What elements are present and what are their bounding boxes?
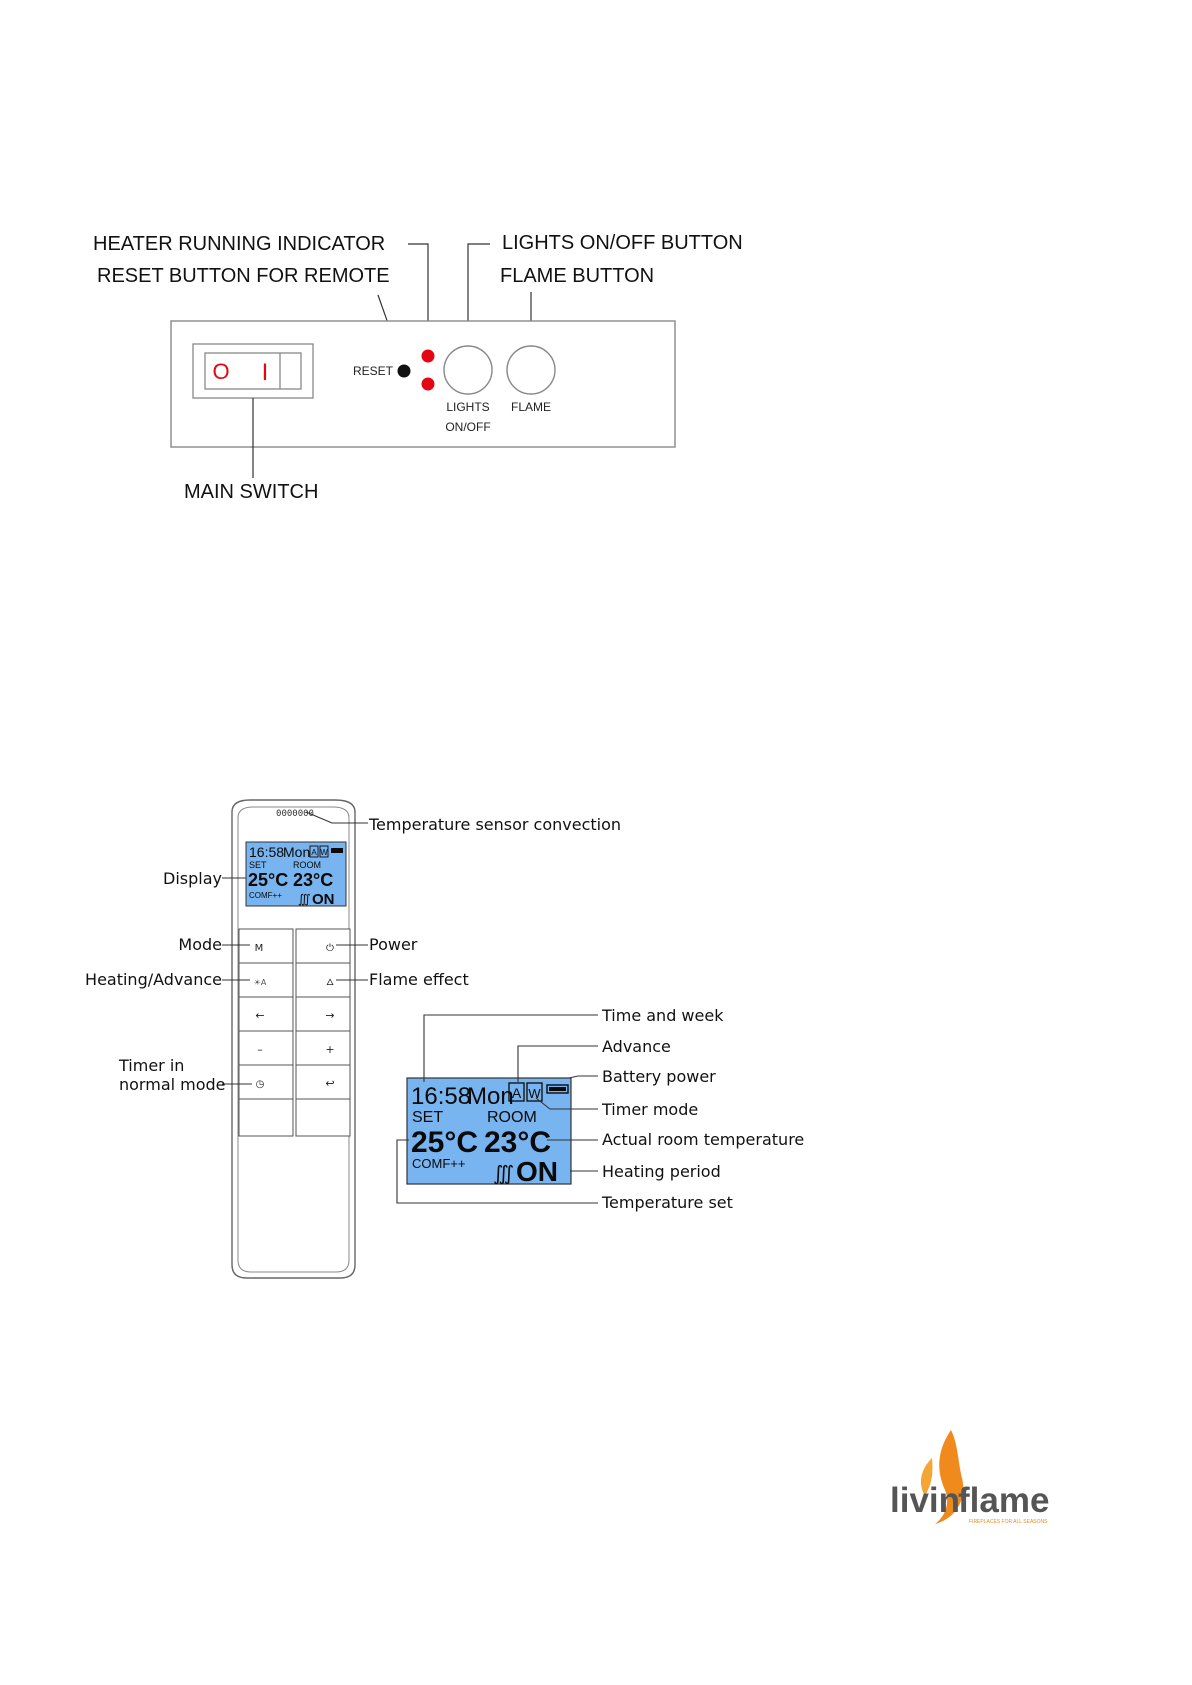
flame-icon: 🜂: [326, 978, 334, 988]
plus-button[interactable]: [296, 1031, 350, 1065]
label-power: Power: [369, 935, 418, 954]
label-actual-room-temperature: Actual room temperature: [602, 1130, 805, 1149]
blank-button-right[interactable]: [296, 1099, 350, 1136]
lcd-advance: A: [511, 1085, 522, 1101]
reset-button[interactable]: [398, 365, 411, 378]
logo-tagline: FIREPLACES FOR ALL SEASONS: [969, 1519, 1048, 1525]
enter-button[interactable]: [296, 1065, 350, 1099]
lcd-set-label: SET: [412, 1109, 444, 1126]
timer-icon: ◷: [255, 1079, 265, 1090]
leader-time-week: [424, 1015, 598, 1082]
remote-lcd-heat-symbol: ∭: [298, 892, 311, 906]
remote-lcd-day: Mon: [283, 844, 311, 860]
label-heating-period: Heating period: [602, 1162, 721, 1181]
plus-icon: +: [325, 1043, 335, 1056]
logo-text-flame: flame: [958, 1481, 1050, 1520]
lcd-timer: W: [528, 1086, 541, 1101]
heat-waves-icon: ∭: [493, 1163, 515, 1185]
label-lights-on-off-button: LIGHTS ON/OFF BUTTON: [502, 232, 743, 254]
lights-button-label-line2: ON/OFF: [445, 420, 491, 434]
label-flame-effect: Flame effect: [369, 970, 469, 989]
remote-lcd-timer: W: [320, 848, 328, 857]
right-arrow-icon: →: [325, 1009, 335, 1022]
label-temperature-set: Temperature set: [602, 1193, 733, 1212]
lcd-mode: COMF++: [412, 1156, 466, 1171]
label-time-and-week: Time and week: [602, 1006, 724, 1025]
remote-lcd-time: 16:58: [249, 844, 285, 860]
switch-off-glyph: O: [212, 359, 230, 384]
switch-on-glyph: I: [261, 359, 269, 386]
remote-lcd-room-label: ROOM: [293, 860, 321, 870]
power-icon: ⏻: [326, 943, 334, 954]
lcd-set-temp: 25°C: [411, 1126, 479, 1159]
blank-button-left[interactable]: [239, 1099, 293, 1136]
heating-advance-icon: ☀A: [253, 978, 267, 987]
remote-control-diagram: [85, 800, 621, 1278]
indicator-light: [422, 378, 435, 391]
label-advance: Advance: [602, 1037, 671, 1056]
left-arrow-button[interactable]: [239, 997, 293, 1031]
minus-button[interactable]: [239, 1031, 293, 1065]
livin-flame-logo: [890, 1430, 1049, 1525]
temperature-sensor: 0000000: [276, 809, 314, 819]
battery-level: [549, 1087, 566, 1091]
lcd-room-temp: 23°C: [484, 1126, 552, 1159]
remote-lcd-advance: A: [311, 848, 317, 857]
lcd-time: 16:58: [411, 1083, 472, 1110]
flame-button[interactable]: [507, 346, 555, 394]
lcd-state: ON: [516, 1156, 558, 1187]
remote-lcd-set-temp: 25°C: [248, 870, 289, 890]
reset-label: RESET: [353, 364, 394, 378]
remote-lcd-room-temp: 23°C: [293, 870, 334, 890]
label-timer-line2: normal mode: [119, 1075, 226, 1094]
label-heater-running-indicator: HEATER RUNNING INDICATOR: [93, 233, 386, 255]
left-arrow-icon: ←: [255, 1009, 265, 1022]
timer-button[interactable]: [239, 1065, 293, 1099]
enter-icon: ↩: [325, 1077, 335, 1090]
label-mode: Mode: [178, 935, 222, 954]
mode-button[interactable]: [239, 929, 293, 963]
control-panel-diagram: [93, 232, 743, 503]
lcd-room-label: ROOM: [487, 1109, 537, 1126]
remote-display: [246, 842, 346, 908]
label-temperature-sensor: Temperature sensor convection: [369, 815, 622, 834]
leader-advance: [518, 1046, 598, 1082]
lights-on-off-button[interactable]: [444, 346, 492, 394]
remote-lcd-mode: COMF++: [249, 891, 282, 900]
flame-button-label: FLAME: [510, 400, 552, 414]
label-timer-line1: Timer in: [119, 1056, 185, 1075]
minus-icon: –: [257, 1043, 263, 1056]
label-reset-button-for-remote: RESET BUTTON FOR REMOTE: [97, 265, 390, 287]
remote-lcd-state: ON: [312, 891, 335, 908]
label-main-switch: MAIN SWITCH: [184, 481, 319, 503]
label-timer-mode: Timer mode: [602, 1100, 699, 1119]
mode-button-label: M: [254, 943, 264, 954]
remote-lcd-battery-icon: [331, 848, 343, 853]
main-switch[interactable]: [193, 344, 313, 398]
heater-running-indicator-light: [422, 350, 435, 363]
lcd-day: Mon: [467, 1083, 514, 1110]
label-heating-advance: Heating/Advance: [85, 970, 222, 989]
enlarged-display-diagram: [397, 1006, 804, 1212]
remote-lcd-set-label: SET: [249, 860, 267, 870]
power-button[interactable]: [296, 929, 350, 963]
label-flame-button: FLAME BUTTON: [500, 265, 655, 287]
label-battery-power: Battery power: [602, 1067, 716, 1086]
logo-text-livin: livin: [890, 1481, 961, 1520]
right-arrow-button[interactable]: [296, 997, 350, 1031]
lights-button-label-line1: LIGHTS: [446, 400, 490, 414]
leader-battery: [569, 1076, 598, 1078]
label-display: Display: [163, 869, 222, 888]
